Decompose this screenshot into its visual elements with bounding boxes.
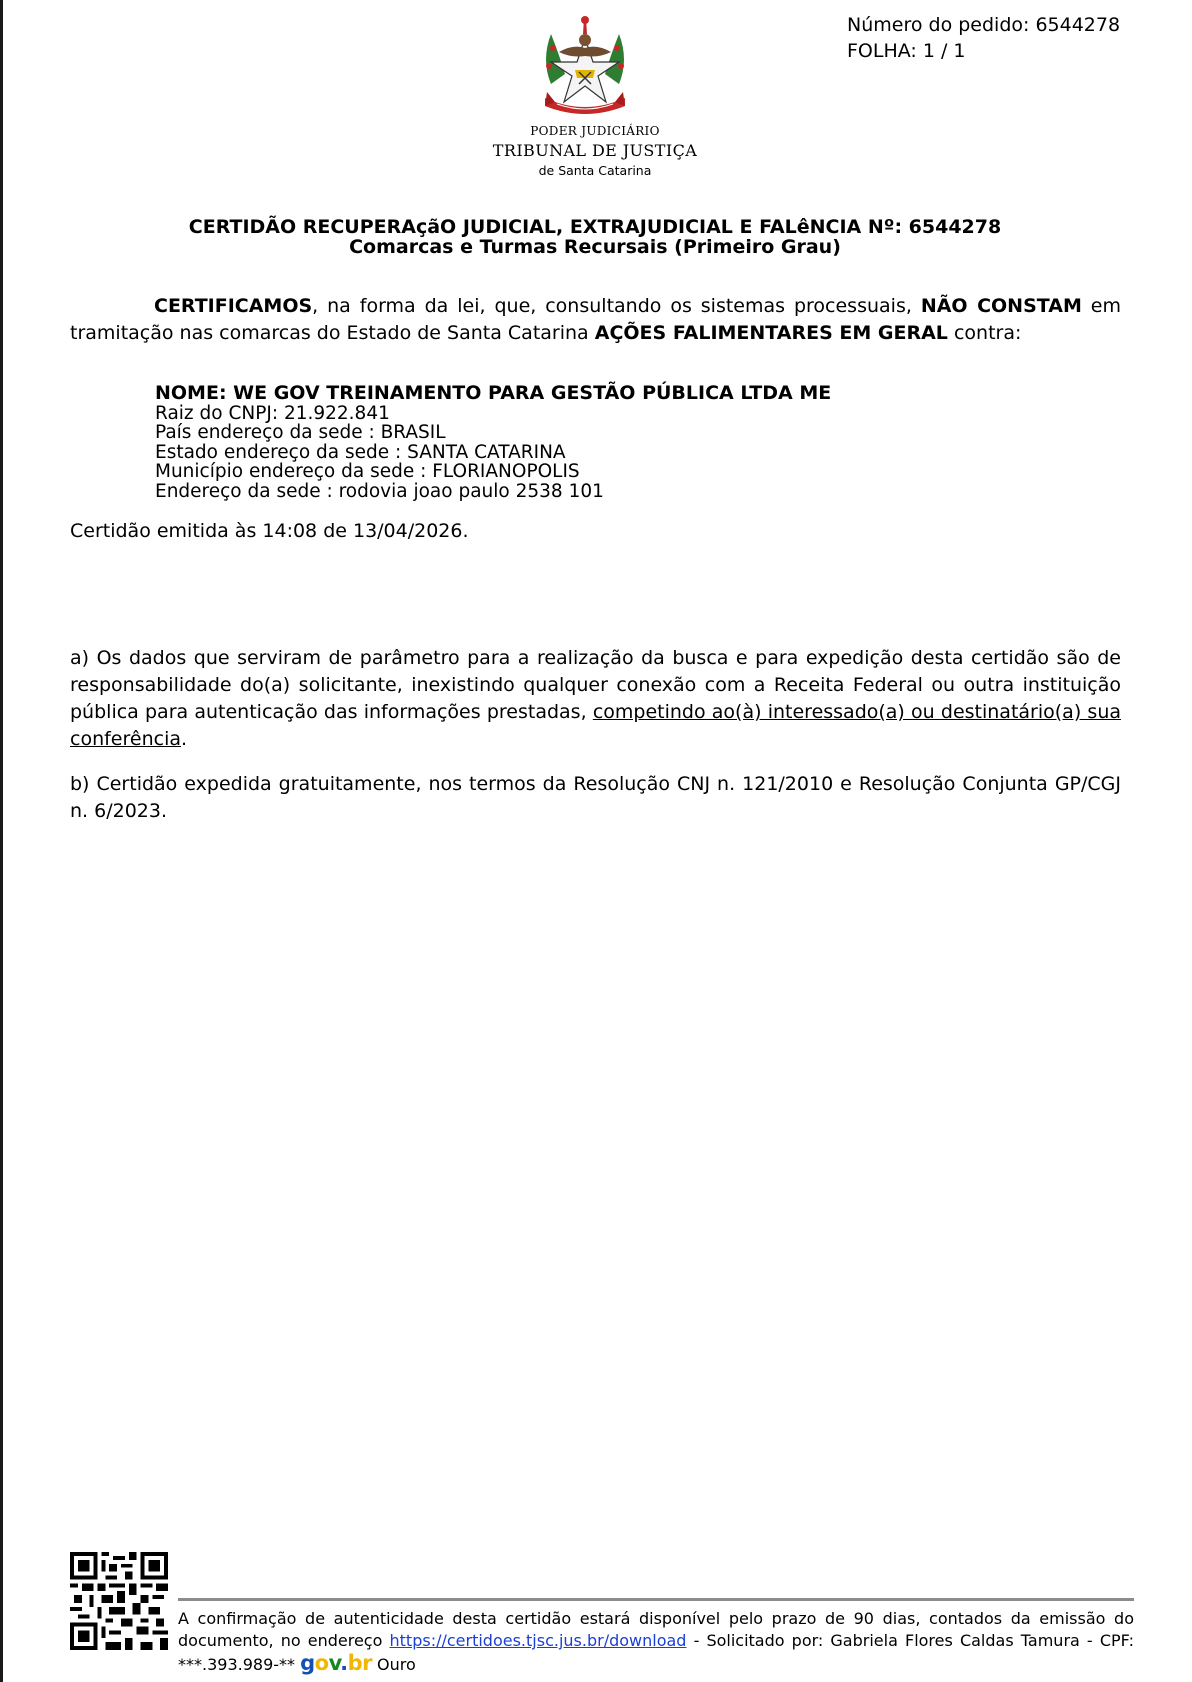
order-number: Número do pedido: 6544278 (847, 14, 1121, 36)
verification-link[interactable]: https://certidoes.tjsc.jus.br/download (389, 1631, 687, 1650)
issued-timestamp: Certidão emitida às 14:08 de 13/04/2026. (70, 520, 469, 542)
court-line-3: de Santa Catarina (538, 163, 652, 178)
entity-country: País endereço da sede : BRASIL (155, 422, 446, 443)
entity-details (155, 384, 831, 501)
note-a (70, 645, 1121, 753)
note-a-text: a) Os dados que serviram de parâmetro para a realização da busca e para expedição desta certidão são de responsabilidade do(a) solicitante, inexistindo qualquer conexão com a Receita Federal ou outra instituição pública para autenticação das informações prestadas, (70, 647, 1121, 723)
certify-lead: CERTIFICAMOS (154, 295, 313, 317)
govbr-logo-v: v (328, 1651, 341, 1675)
entity-city: Município endereço da sede : FLORIANOPOLIS (155, 461, 580, 482)
title-line-2: Comarcas e Turmas Recursais (Primeiro Grau) (349, 236, 841, 258)
certify-text-3: contra: (947, 322, 1022, 344)
entity-cnpj: Raiz do CNPJ: 21.922.841 (155, 402, 390, 424)
entity-state: Estado endereço da sede : SANTA CATARINA (155, 441, 566, 463)
certify-action-type: AÇÕES FALIMENTARES EM GERAL (594, 322, 948, 344)
note-a-underlined: competindo ao(à) interessado(a) ou destinatário(a) sua conferência (70, 701, 1122, 750)
certify-paragraph (70, 293, 1121, 347)
footer-text-1: A confirmação de autenticidade desta certidão estará disponível pelo prazo de 90 dias, contados da emissão do documento, no endereço (178, 1609, 1134, 1650)
certify-text-1: , na forma da lei, que, consultando os sistemas processuais, (312, 295, 921, 317)
qr-code-icon (70, 1552, 168, 1650)
govbr-logo (300, 1652, 372, 1674)
govbr-logo-o: o (314, 1651, 329, 1675)
note-a-end: . (181, 728, 188, 750)
note-b: b) Certidão expedida gratuitamente, nos termos da Resolução CNJ n. 121/2010 e Resolução Conjunta GP/CGJ n. 6/2023. (70, 773, 1121, 822)
court-name (470, 124, 720, 178)
footer-divider (178, 1598, 1134, 1601)
court-line-1: PODER JUDICIÁRIO (530, 124, 660, 138)
certify-not-found: NÃO CONSTAM (920, 295, 1082, 317)
govbr-logo-dot: . (340, 1651, 348, 1675)
title-line-1: CERTIDÃO RECUPERAçãO JUDICIAL, EXTRAJUDICIAL E FALêNCIA Nº: 6544278 (188, 216, 1002, 238)
court-line-2: TRIBUNAL DE JUSTIÇA (492, 141, 698, 160)
santa-catarina-coat-of-arms-icon (537, 14, 633, 120)
certify-text-2: em tramitação nas comarcas do Estado de Santa Catarina (70, 295, 1121, 344)
footer-verification (178, 1608, 1134, 1676)
sheet-number: FOLHA: 1 / 1 (847, 40, 966, 62)
entity-address: Endereço da sede : rodovia joao paulo 2538 101 (155, 480, 604, 502)
certificate-title (70, 217, 1120, 257)
entity-name: NOME: WE GOV TREINAMENTO PARA GESTÃO PÚBLICA LTDA ME (155, 382, 832, 404)
footer-text-2: - Solicitado por: Gabriela Flores Caldas Tamura - CPF: ***.393.989-** (178, 1631, 1134, 1674)
govbr-level: Ouro (371, 1655, 416, 1674)
govbr-logo-br: br (347, 1651, 372, 1675)
page-left-border (0, 0, 3, 1682)
order-info (847, 12, 1120, 64)
govbr-logo-g: g (300, 1651, 315, 1675)
